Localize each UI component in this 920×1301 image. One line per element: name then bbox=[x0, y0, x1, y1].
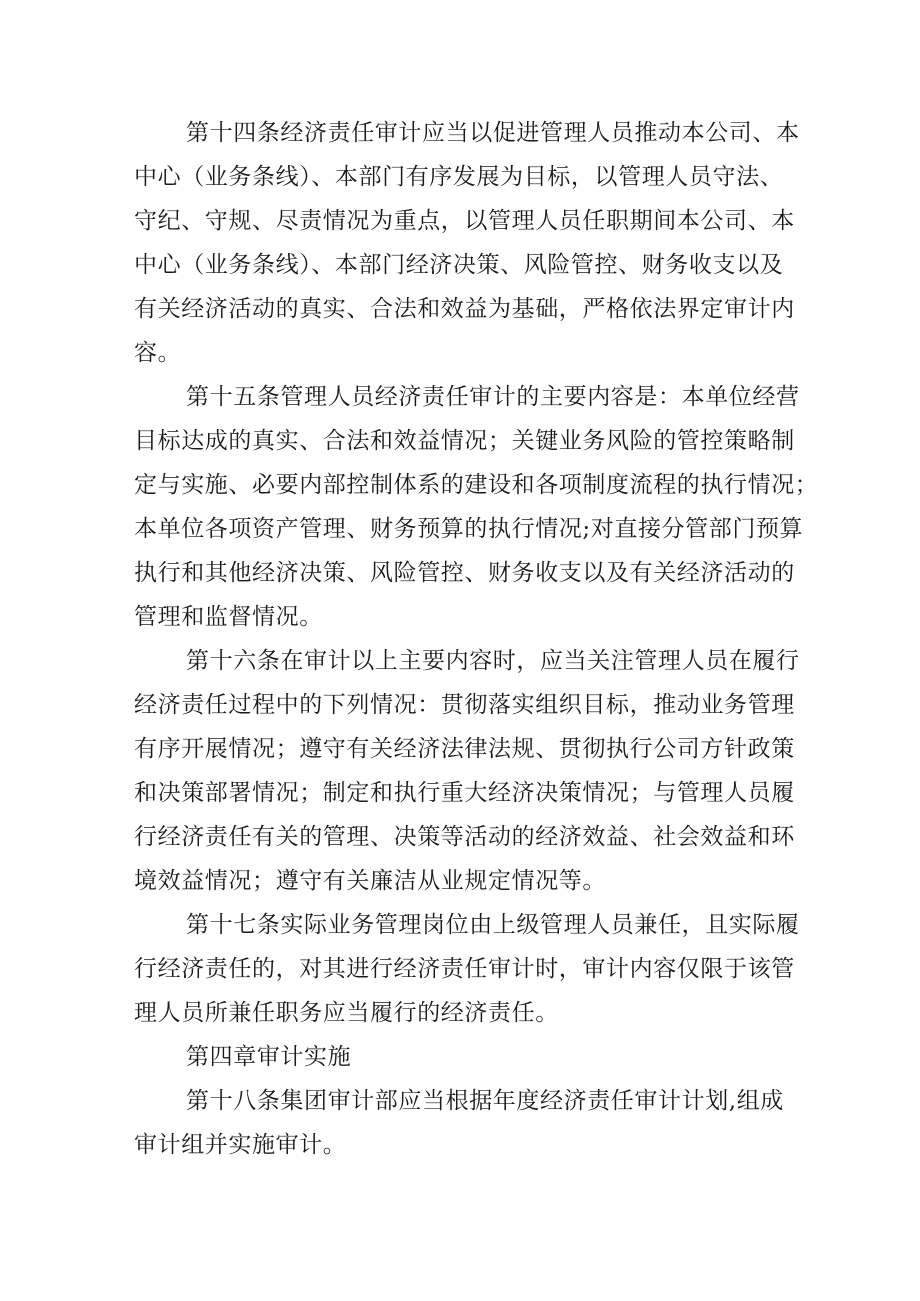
article-17-line-3: 理人员所兼任职务应当履行的经济责任。 bbox=[134, 1000, 559, 1026]
article-18-line-1: 第十八条集团审计部应当根据年度经济责任审计计划,组成 bbox=[186, 1088, 784, 1114]
article-16-line-5: 行经济责任有关的管理、决策等活动的经济效益、社会效益和环 bbox=[134, 824, 795, 850]
article-15-line-6: 管理和监督情况。 bbox=[134, 604, 323, 630]
article-15-line-2: 目标达成的真实、合法和效益情况；关键业务风险的管控策略制 bbox=[134, 428, 795, 454]
article-15-line-3: 定与实施、必要内部控制体系的建设和各项制度流程的执行情况； bbox=[134, 472, 819, 498]
article-14-line-2: 中心（业务条线）、本部门有序发展为目标，以管理人员守法、 bbox=[134, 164, 784, 190]
article-14-line-5: 有关经济活动的真实、合法和效益为基础，严格依法界定审计内 bbox=[134, 296, 795, 322]
article-15-line-4: 本单位各项资产管理、财务预算的执行情况;对直接分管部门预算 bbox=[134, 516, 804, 542]
article-15-line-1: 第十五条管理人员经济责任审计的主要内容是：本单位经营 bbox=[186, 384, 800, 410]
article-14-line-3: 守纪、守规、尽责情况为重点，以管理人员任职期间本公司、本 bbox=[134, 208, 795, 234]
article-16-line-1: 第十六条在审计以上主要内容时，应当关注管理人员在履行 bbox=[186, 648, 800, 674]
article-18-line-2: 审计组并实施审计。 bbox=[134, 1132, 347, 1158]
article-17-line-1: 第十七条实际业务管理岗位由上级管理人员兼任，且实际履 bbox=[186, 912, 800, 938]
article-14-line-6: 容。 bbox=[134, 340, 182, 366]
article-16-line-4: 和决策部署情况；制定和执行重大经济决策情况；与管理人员履 bbox=[134, 780, 795, 806]
article-16-line-6: 境效益情况；遵守有关廉洁从业规定情况等。 bbox=[134, 868, 606, 894]
article-16-line-3: 有序开展情况；遵守有关经济法律法规、贯彻执行公司方针政策 bbox=[134, 736, 795, 762]
article-16-line-2: 经济责任过程中的下列情况：贯彻落实组织目标，推动业务管理 bbox=[134, 692, 795, 718]
article-15-line-5: 执行和其他经济决策、风险管控、财务收支以及有关经济活动的 bbox=[134, 560, 795, 586]
article-14-line-1: 第十四条经济责任审计应当以促进管理人员推动本公司、本 bbox=[186, 120, 800, 146]
chapter-4-heading: 第四章审计实施 bbox=[186, 1044, 352, 1070]
article-14-line-4: 中心（业务条线）、本部门经济决策、风险管控、财务收支以及 bbox=[134, 252, 784, 278]
article-17-line-2: 行经济责任的，对其进行经济责任审计时，审计内容仅限于该管 bbox=[134, 956, 795, 982]
